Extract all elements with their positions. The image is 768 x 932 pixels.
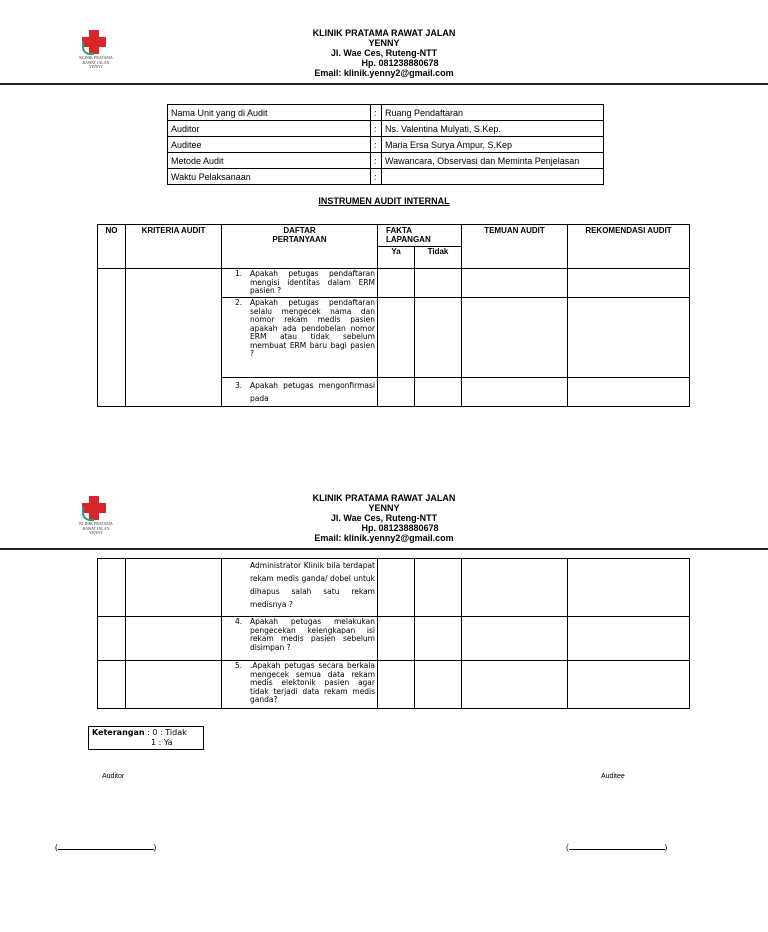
table-row	[98, 661, 690, 709]
info-sep: :	[371, 121, 382, 137]
info-label: Waktu Pelaksanaan	[168, 169, 371, 185]
cell-temuan	[462, 378, 568, 407]
info-sep: :	[371, 105, 382, 121]
cell-rekomendasi	[568, 559, 690, 617]
info-row	[168, 121, 604, 137]
cell-ya	[378, 661, 415, 709]
cell-no	[98, 269, 126, 407]
clinic-address: Jl. Wae Ces, Ruteng-NTT	[330, 48, 438, 58]
col-header-tidak: Tidak	[415, 247, 462, 269]
clinic-phone: Hp. 081238880678	[361, 523, 439, 533]
question-text: Apakah petugas pendaftaran selalu mengecek nama dan nomor rekam medis pasien apakah ada pendobelan nomor ERM atau tidak sebelum membuat ERM baru bagi pasien ?	[250, 298, 375, 358]
cell-tidak	[415, 378, 462, 407]
cell-tidak	[415, 298, 462, 378]
question-text: Apakah petugas mengonfirmasi pada	[250, 381, 375, 403]
info-sep: :	[371, 153, 382, 169]
info-row	[168, 137, 604, 153]
question-number: 3.	[235, 381, 243, 390]
col-header-daftar	[222, 225, 378, 269]
info-row	[168, 153, 604, 169]
clinic-name-line2: YENNY	[368, 503, 400, 513]
logo-text: KLINIK PRATAMA RAWAT JALAN YENNY	[79, 521, 113, 535]
auditor-signature-line	[55, 842, 156, 852]
header-divider	[0, 548, 768, 550]
info-label: Metode Audit	[168, 153, 371, 169]
question-text: .Apakah petugas secara berkala mengecek semua data rekam medis elektonik pasien agar tidak terjadi data rekam medis ganda?	[250, 661, 375, 704]
cell-rekomendasi	[568, 298, 690, 378]
cell-ya	[378, 617, 415, 661]
paren-open: (	[55, 843, 58, 852]
cell-temuan	[462, 617, 568, 661]
question-text: Apakah petugas pendaftaran mengisi identitas dalam ERM pasien ?	[250, 269, 375, 295]
clinic-email: Email: klinik.yenny2@gmail.com	[314, 68, 454, 78]
table-row	[98, 269, 690, 298]
paren-close: )	[664, 843, 668, 852]
cell-kriteria	[126, 559, 222, 617]
col-header-fakta-line1: FAKTA	[386, 226, 413, 235]
cell-tidak	[415, 617, 462, 661]
cell-rekomendasi	[568, 269, 690, 298]
info-value	[382, 169, 604, 185]
question-number: 5.	[235, 661, 243, 670]
info-label: Auditee	[168, 137, 371, 153]
cell-kriteria	[126, 617, 222, 661]
audit-table-part1	[97, 224, 690, 407]
cell-question	[222, 378, 378, 407]
cell-question	[222, 559, 378, 617]
audit-info-table	[167, 104, 604, 185]
audit-table-part2	[97, 558, 690, 709]
cell-ya	[378, 269, 415, 298]
paren-open: (	[566, 843, 569, 852]
table-row	[98, 617, 690, 661]
header-divider	[0, 83, 768, 85]
auditee-signature-line	[566, 842, 667, 852]
info-sep: :	[371, 137, 382, 153]
cell-temuan	[462, 559, 568, 617]
cell-ya	[378, 559, 415, 617]
clinic-name-line1: KLINIK PRATAMA RAWAT JALAN	[312, 493, 456, 503]
cell-no	[98, 559, 126, 617]
col-header-fakta	[378, 225, 462, 247]
table-row	[98, 559, 690, 617]
info-value: Ns. Valentina Mulyati, S.Kep.	[382, 121, 604, 137]
cell-question	[222, 269, 378, 298]
col-header-no: NO	[98, 225, 126, 269]
question-number: 1.	[235, 269, 243, 278]
col-header-fakta-line2: LAPANGAN	[386, 235, 431, 244]
cell-kriteria	[126, 661, 222, 709]
cell-tidak	[415, 559, 462, 617]
info-value: Wawancara, Observasi dan Meminta Penjelasan	[382, 153, 604, 169]
info-sep: :	[371, 169, 382, 185]
cell-rekomendasi	[568, 378, 690, 407]
question-number: 2.	[235, 298, 243, 307]
col-header-temuan: TEMUAN AUDIT	[462, 225, 568, 269]
cell-temuan	[462, 269, 568, 298]
info-row	[168, 105, 604, 121]
clinic-address: Jl. Wae Ces, Ruteng-NTT	[330, 513, 438, 523]
clinic-name-line1: KLINIK PRATAMA RAWAT JALAN	[312, 28, 456, 38]
cell-kriteria	[126, 269, 222, 407]
cell-tidak	[415, 661, 462, 709]
cell-question	[222, 617, 378, 661]
question-number: 4.	[235, 617, 243, 626]
clinic-phone: Hp. 081238880678	[361, 58, 439, 68]
cell-question	[222, 298, 378, 378]
question-text: Administrator Klinik bila terdapat rekam medis ganda/ dobel untuk dihapus salah satu rekam medisnya ?	[250, 561, 375, 609]
question-text: Apakah petugas melakukan pengecekan kelengkapan isi rekam medis pasien sebelum disimpan ?	[250, 617, 375, 652]
col-header-rekomendasi: REKOMENDASI AUDIT	[568, 225, 690, 269]
col-header-daftar-line1: DAFTAR	[283, 226, 316, 235]
legend-box	[88, 726, 204, 750]
col-header-ya: Ya	[378, 247, 415, 269]
clinic-email: Email: klinik.yenny2@gmail.com	[314, 533, 454, 543]
legend-line1: : 0 : Tidak	[147, 728, 187, 737]
col-header-daftar-line2: PERTANYAAN	[272, 235, 327, 244]
info-label: Nama Unit yang di Audit	[168, 105, 371, 121]
cell-ya	[378, 378, 415, 407]
paren-close: )	[153, 843, 157, 852]
cell-temuan	[462, 661, 568, 709]
table-header-row	[98, 225, 690, 247]
cell-ya	[378, 298, 415, 378]
auditee-label: Auditee	[601, 773, 625, 780]
document-title: INSTRUMEN AUDIT INTERNAL	[318, 196, 450, 206]
logo-text: KLINIK PRATAMA RAWAT JALAN YENNY	[79, 55, 113, 69]
col-header-kriteria: KRITERIA AUDIT	[126, 225, 222, 269]
cell-no	[98, 661, 126, 709]
cell-question	[222, 661, 378, 709]
letterhead	[0, 493, 768, 543]
info-value: Maria Ersa Surya Ampur, S.Kep	[382, 137, 604, 153]
info-label: Auditor	[168, 121, 371, 137]
cell-rekomendasi	[568, 617, 690, 661]
cell-temuan	[462, 298, 568, 378]
cell-no	[98, 617, 126, 661]
cell-rekomendasi	[568, 661, 690, 709]
clinic-name-line2: YENNY	[368, 38, 400, 48]
auditor-label: Auditor	[102, 773, 125, 780]
legend-line2: 1 : Ya	[151, 738, 173, 747]
letterhead	[0, 28, 768, 78]
info-value: Ruang Pendaftaran	[382, 105, 604, 121]
cell-tidak	[415, 269, 462, 298]
info-row	[168, 169, 604, 185]
legend-label: Keterangan	[92, 728, 145, 737]
